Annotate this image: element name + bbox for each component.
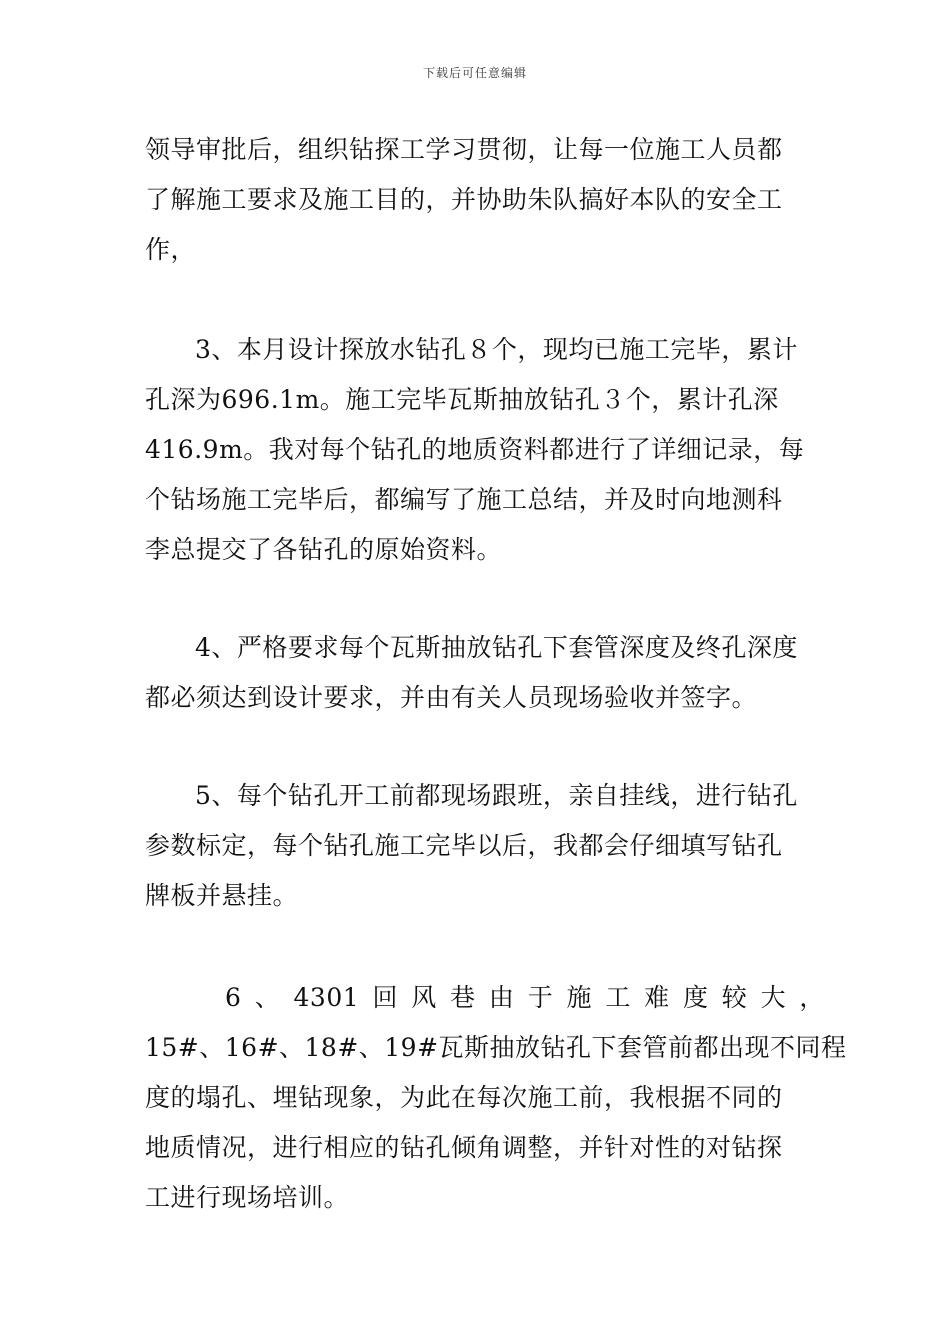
- word: ，: [799, 983, 825, 1012]
- word: 4301: [293, 983, 360, 1012]
- word: 于: [527, 983, 554, 1012]
- paragraph-line: 3、本月设计探放水钻孔８个，现均已施工完毕，累计: [195, 335, 798, 364]
- paragraph-line: 了解施工要求及施工目的，并协助朱队搞好本队的安全工: [145, 185, 783, 214]
- word: 回: [372, 983, 398, 1012]
- word: 巷: [450, 983, 476, 1012]
- paragraph-line: 参数标定，每个钻孔施工完毕以后，我都会仔细填写钻孔: [145, 831, 783, 860]
- paragraph-line: 孔深为696.1m。施工完毕瓦斯抽放钻孔３个，累计孔深: [145, 385, 779, 414]
- paragraph-line: 工进行现场培训。: [145, 1183, 350, 1212]
- word: 施: [566, 983, 593, 1012]
- paragraph-line: 领导审批后，组织钻探工学习贯彻，让每一位施工人员都: [145, 135, 783, 164]
- paragraph-line: 作，: [145, 235, 197, 264]
- word: 、: [254, 983, 281, 1012]
- word: 度: [682, 983, 709, 1012]
- paragraph-line: 5、每个钻孔开工前都现场跟班，亲自挂线，进行钻孔: [195, 781, 798, 810]
- paragraph-line: 牌板并悬挂。: [145, 881, 299, 910]
- paragraph-line: 都必须达到设计要求，并由有关人员现场验收并签字。: [145, 683, 758, 712]
- word: 6: [225, 983, 242, 1012]
- paragraph-line: 15#、16#、18#、19#瓦斯抽放钻孔下套管前都出现不同程: [145, 1033, 847, 1062]
- word: 由: [488, 983, 515, 1012]
- paragraph-line: 4、严格要求每个瓦斯抽放钻孔下套管深度及终孔深度: [195, 633, 798, 662]
- word: 难: [644, 983, 670, 1012]
- word: 较: [721, 983, 748, 1012]
- paragraph-line-justified: [225, 983, 825, 1013]
- page-header: 下载后可任意编辑: [422, 66, 527, 80]
- paragraph-line: 416.9m。我对每个钻孔的地质资料都进行了详细记录，每: [145, 435, 805, 464]
- word: 大: [760, 983, 787, 1012]
- paragraph-line: 个钻场施工完毕后，都编写了施工总结，并及时向地测科: [145, 485, 783, 514]
- word: 工: [605, 983, 631, 1012]
- paragraph-line: 李总提交了各钻孔的原始资料。: [145, 535, 503, 564]
- paragraph-line: 地质情况，进行相应的钻孔倾角调整，并针对性的对钻探: [145, 1133, 783, 1162]
- word: 风: [411, 983, 437, 1012]
- paragraph-line: 度的塌孔、埋钻现象，为此在每次施工前，我根据不同的: [145, 1083, 783, 1112]
